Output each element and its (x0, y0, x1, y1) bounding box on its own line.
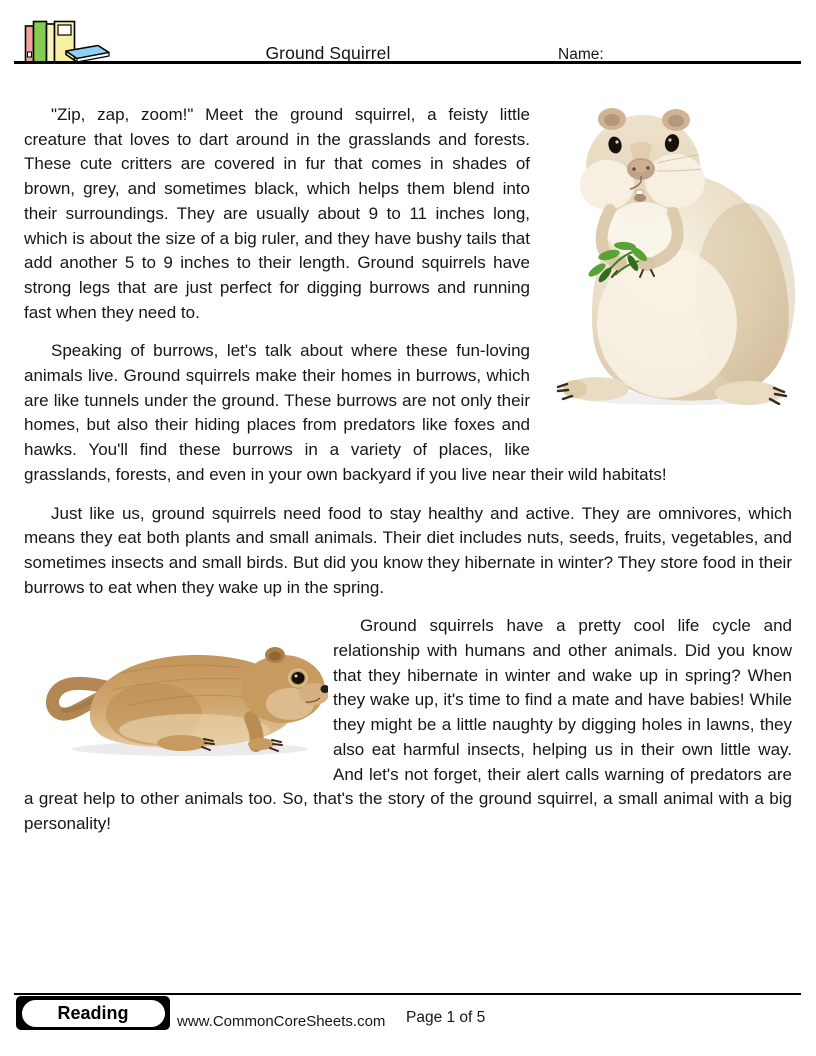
name-label: Name: (558, 46, 604, 63)
ground-squirrel-standing-image (542, 103, 792, 433)
ground-squirrel-standing-illustration-icon (555, 105, 799, 405)
reading-passage (0, 64, 816, 851)
website-text: www.CommonCoreSheets.com (177, 1013, 386, 1030)
worksheet-title: Ground Squirrel (265, 43, 391, 63)
passage-paragraph-4: Ground squirrels have a pretty cool life cycle and relationship with humans and other animals. Did you know that they hibernate in winter and wake up in spring? When they wake up, it's time to find a mate and have babies! While they might be a little naughty by digging holes in lawns, they also eat harmful insects, helping us in their own little way. And let's not forget, their alert calls warning of predators are a great help to other animals too. So, that's the story of the ground squirrel, a small animal with a big personality! (24, 616, 792, 833)
passage-paragraph-2: Speaking of burrows, let's talk about where these fun-loving animals live. Ground squirrels make their homes in burrows, which are like tunnels under the ground. These burrows are not only their homes, but also their hiding places from predators like foxes and hawks. You'll find these burrows in a variety of places, like grasslands, forests, and even in your own backyard if you live near their wild habitats! (24, 341, 667, 484)
ground-squirrel-side-image (24, 628, 333, 768)
category-badge-label: Reading (57, 1002, 129, 1023)
category-badge-pill (22, 1000, 165, 1027)
category-badge (16, 996, 170, 1030)
passage-paragraph-1: "Zip, zap, zoom!" Meet the ground squirrel, a feisty little creature that loves to dart around in the grasslands and forests. These cute critters are covered in fur that comes in shades of brown, grey, and sometimes black, which helps them blend into their surroundings. They are usually about 9 to 11 inches long, which is about the size of a big ruler, and they have bushy tails that add another 5 to 9 inches to their length. Ground squirrels have strong legs that are just perfect for digging burrows and running fast when they need to. (24, 105, 530, 322)
footer-rule (14, 993, 801, 995)
page-indicator: Page 1 of 5 (406, 1009, 486, 1026)
ground-squirrel-side-illustration-icon (32, 628, 328, 760)
passage-paragraph-3: Just like us, ground squirrels need food to stay healthy and active. They are omnivores, which means they eat both plants and small animals. Their diet includes nuts, seeds, fruits, vegetables, and sometimes insects and small birds. But did you know they hibernate in winter? They store food in their burrows to eat when they wake up in the spring. (24, 503, 792, 597)
books-icon (22, 19, 114, 65)
